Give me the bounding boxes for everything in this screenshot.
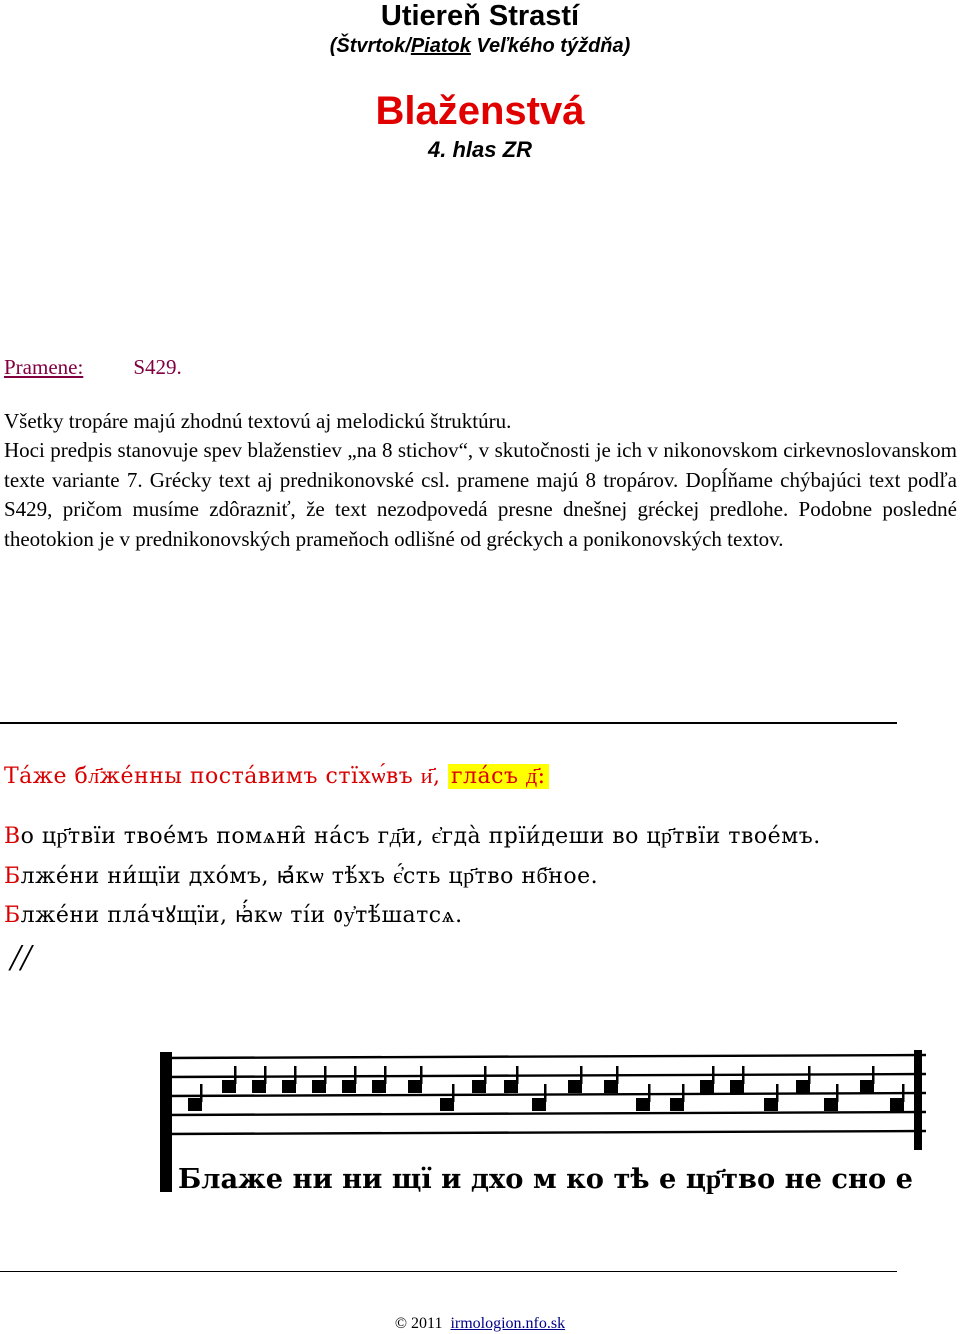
slavonic-verse-1 [4,822,821,852]
neume-stem [324,1066,327,1084]
end-mark: // [10,937,32,979]
neume [504,1080,518,1093]
slavonic-heading [4,762,549,792]
neume-stem [484,1066,487,1084]
neume-stem [872,1066,875,1084]
footer-copyright: © 2011 [394,1315,443,1332]
neume [890,1098,904,1111]
neume [342,1080,356,1093]
neume [670,1098,684,1111]
neume [636,1098,650,1111]
verse-3-initial: Б [4,903,21,928]
neume-stem [712,1066,715,1084]
slavonic-tone-highlight: гла́съ д҃: [448,764,549,789]
neume [764,1098,778,1111]
neume [568,1080,582,1093]
subtitle-open: (Štvrtok/ [329,35,411,57]
neume-stem [616,1066,619,1084]
neume [532,1098,546,1111]
page-subtitle [0,33,960,59]
slavonic-heading-text: Та́же бл҃же́нны поста́вимъ стїхѡ́въ и҃, [4,764,441,789]
subtitle-close: Veľkého týždňa) [470,35,631,57]
neume [372,1080,386,1093]
tone-label: 4. hlas ZR [428,137,532,162]
footer [0,1314,960,1334]
neume-stem [742,1066,745,1084]
neume-stem [648,1084,651,1102]
neume [796,1080,810,1093]
neume-stem [580,1066,583,1084]
verse-2-text: лже́ни ни́щїи дхо́мъ, ꙗ҆́кѡ тѣ́хъ є҆́сть цр҃тво нб҃ное. [20,864,599,889]
sources-label: Pramene: [4,355,84,379]
neume-stem [544,1084,547,1102]
neume [860,1080,874,1093]
neume [472,1080,486,1093]
verse-3-text: лже́ни пла́чꙋщїи, ꙗ҆́кѡ ті́и ᲂу҆тѣ́шатсѧ. [20,903,463,928]
neume [188,1098,202,1111]
neume-stem [836,1084,839,1102]
neume [824,1098,838,1111]
neume-stem [420,1066,423,1084]
staff-right-bar [914,1050,922,1150]
neume-stem [384,1066,387,1084]
slavonic-verse-2 [4,862,598,892]
neume-stem [776,1084,779,1102]
neume-stem [354,1066,357,1084]
neume [408,1080,422,1093]
verse-1-initial: В [4,824,21,849]
neume [312,1080,326,1093]
verse-1-text: о цр҃твїи твое́мъ помѧни̑ на́съ гд҃и, є҆гда̀ прїи́деши во цр҃твїи твое́мъ. [20,824,821,849]
subtitle-underlined: Piatok [410,35,471,57]
page-title: Utiereň Strastí [380,0,580,32]
staff-left-bar [160,1052,172,1192]
sources-line [4,353,957,383]
notes-paragraph: Hoci predpis stanovuje spev blaženstiev „na 8 stichov“, v skutočnosti je ich v nikonovskom cirkevnoslovanskom texte variante 7. Grécky text aj prednikonovské csl. pramene majú 8 tropárov. Dopĺňame chýbajúci text podľa S429, pričom musíme zdôrazniť, že text nezodpovedá presne dnešnej gréckej predlohe. Podobne posledné theotokion je v prednikonovských prameňoch odlišné od gréckych a ponikonovských textov. [4,438,957,551]
neume-stem [902,1084,905,1102]
verse-2-initial: Б [4,864,21,889]
neume-stem [264,1066,267,1084]
neume [252,1080,266,1093]
footer-link[interactable]: irmologion.nfo.sk [450,1315,566,1332]
neume-stem [808,1066,811,1084]
divider-top [0,722,897,724]
neume [222,1080,236,1093]
neume [440,1098,454,1111]
neume [730,1080,744,1093]
neume-stem [682,1084,685,1102]
neume-stem [234,1066,237,1084]
neumes [188,1066,905,1111]
chant-notation-scan [160,1050,930,1198]
scan-lyrics: Блаже ни ни щї и дхо м ко тѣ е цр҃тво не сно е [178,1164,913,1195]
neume [700,1080,714,1093]
section-title: Blaženstvá [375,89,585,133]
neume-stem [294,1066,297,1084]
intro-paragraph: Všetky tropáre majú zhodnú textovú aj melodickú štruktúru. [4,409,512,433]
slavonic-verse-3 [4,901,463,931]
sources-value: S429. [133,355,182,379]
neume-stem [452,1084,455,1102]
neume [604,1080,618,1093]
neume-stem [516,1066,519,1084]
divider-bottom [0,1271,897,1272]
neume [282,1080,296,1093]
neume-stem [200,1084,203,1102]
